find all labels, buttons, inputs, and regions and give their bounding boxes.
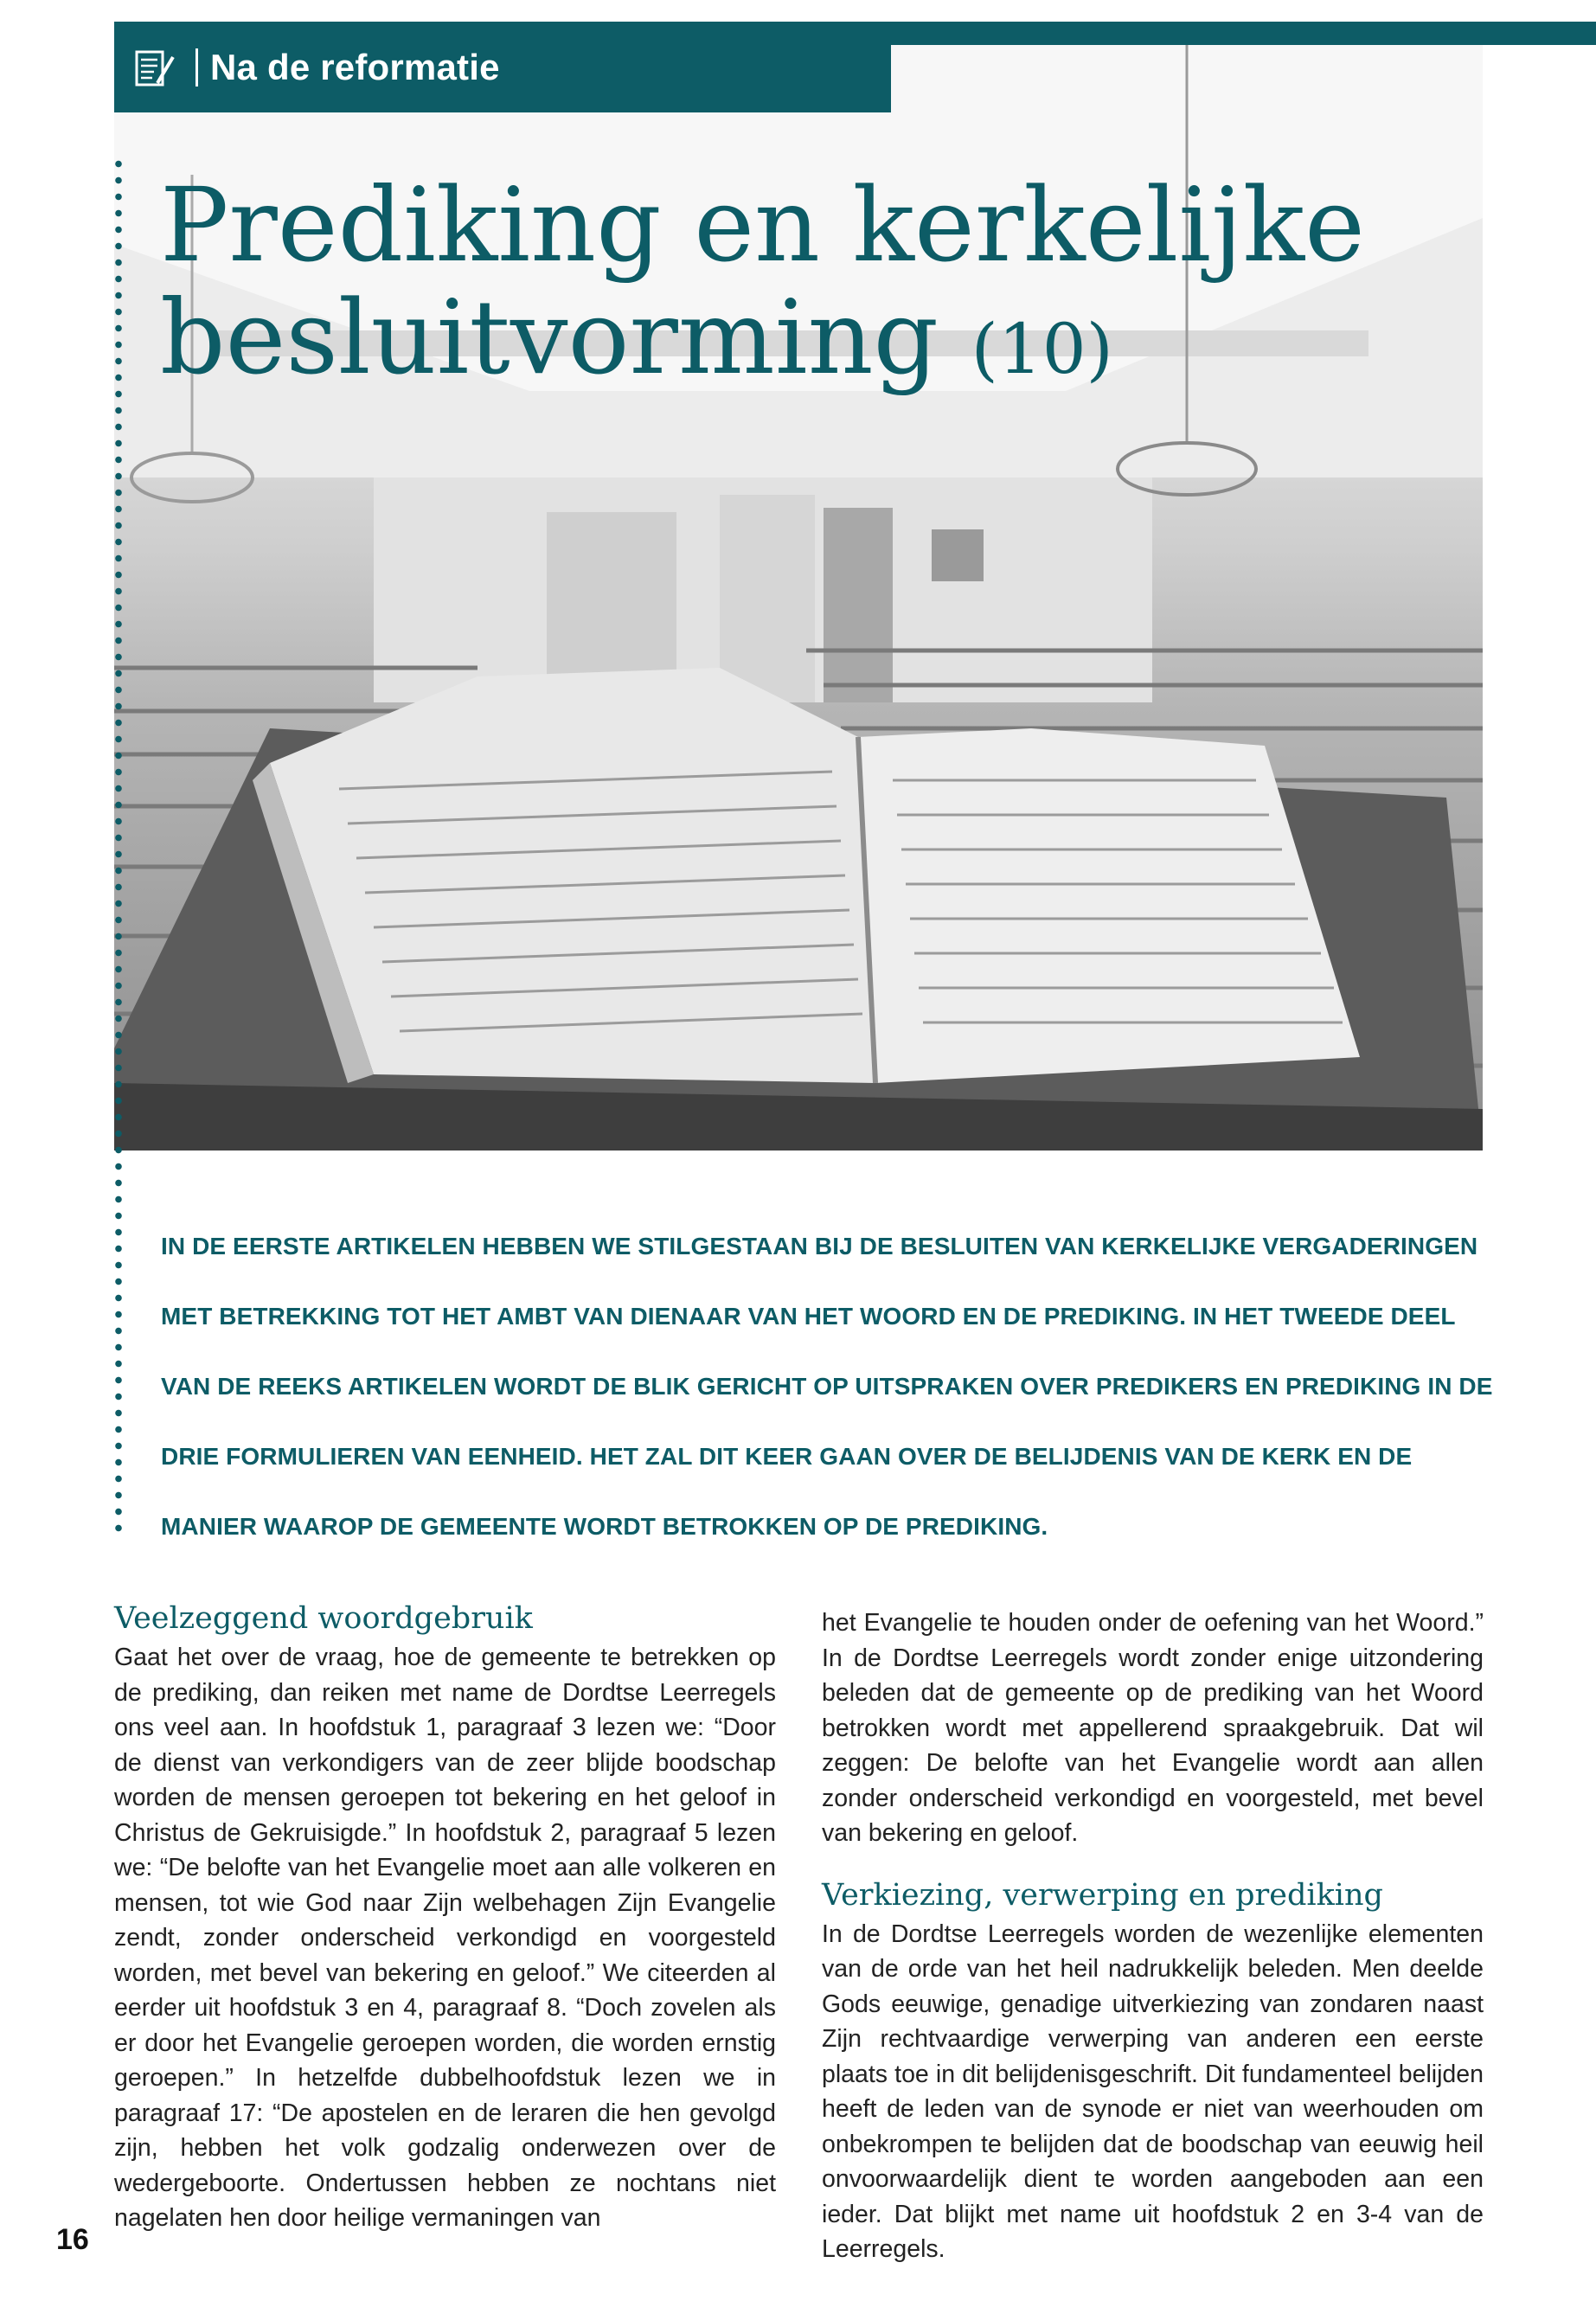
dotted-margin-rule (114, 156, 123, 1540)
page-number: 16 (56, 2223, 89, 2256)
title-line-2: besluitvorming (160, 278, 939, 397)
article-lead: IN DE EERSTE ARTIKELEN HEBBEN WE STILGESTAAN BIJ DE BESLUITEN VAN KERKELIJKE VERGADERINGEN MET BETREKKING TOT HET AMBT VAN DIENAAR VAN HET WOORD EN DE PREDIKING. IN HET TWEEDE DEEL VAN DE REEKS ARTIKELEN WORDT DE BLIK GERICHT OP UITSPRAKEN OVER PREDIKERS EN PREDIKING IN DE DRIE FORMULIEREN VAN EENHEID. HET ZAL DIT KEER GAAN OVER DE BELIJDENIS VAN DE KERK EN DE MANIER WAAROP DE GEMEENTE WORDT BETROKKEN OP DE PREDIKING. (161, 1233, 1493, 1540)
column-right (822, 1606, 1484, 2267)
section-banner (114, 22, 891, 112)
title-line-1: Prediking en kerkelijke (160, 165, 1366, 285)
title-series-number: (10) (971, 309, 1113, 389)
section-label: Na de reformatie (210, 46, 500, 87)
column-continuation: het Evangelie te houden onder de oefening van het Woord.” In de Dordtse Leerregels wordt zonder enige uitzondering beleden dat de gemeente op de prediking van het Woord betrokken wordt met appellerend spraakgebruik. Dat wil zeggen: De belofte van het Evangelie wordt aan allen zonder onderscheid verkondigd en voorgesteld, met bevel van bekering en geloof. (822, 1609, 1484, 1847)
section-body-verkiezing: In de Dordtse Leerregels worden de wezenlijke elementen van de orde van het heil nadrukkelijk beleden. Men deelde Gods eeuwige, genadige uitverkiezing van zondaren naast Zijn rechtvaardige verwerping van anderen een eerste plaats toe in dit belijdenisgeschrift. Dit fundamenteel belijden heeft de leden van de synode er niet van weerhouden om onbekrompen te belijden dat de boodschap van eeuwig heil onvoorwaardelijk dient te worden aangeboden aan een ieder. Dat blijkt met name uit hoofdstuk 2 en 3-4 van de Leerregels. (822, 1920, 1484, 2263)
section-heading-verkiezing: Verkiezing, verwerping en prediking (822, 1877, 1383, 1913)
column-left (114, 1599, 776, 2236)
banner-separator (195, 48, 198, 87)
article-title (160, 165, 1371, 406)
section-heading-veelzeggend: Veelzeggend woordgebruik (114, 1601, 533, 1636)
section-body-veelzeggend: Gaat het over de vraag, hoe de gemeente te betrekken op de prediking, dan reiken met name de Dordtse Leerregels ons veel aan. In hoofdstuk 1, paragraaf 3 lezen we: “Door de dienst van verkondigers van de zeer blijde boodschap worden de mensen geroepen tot bekering en het geloof in Christus de Gekruisigde.” In hoofdstuk 2, paragraaf 5 lezen we: “De belofte van het Evangelie moet aan alle volkeren en mensen, tot wie God naar Zijn welbehagen Zijn Evangelie zendt, zonder onderscheid verkondigd en voorgesteld worden, met bevel van bekering en geloof.” We citeerden al eerder uit hoofdstuk 3 en 4, paragraaf 8. “Doch zovelen als er door het Evangelie geroepen worden, die worden ernstig geroepen.” In hetzelfde dubbelhoofdstuk lezen we in paragraaf 17: “De apostelen en de leraren die hen gevolgd zijn, hebben het volk godzalig onderwezen over de wedergeboorte. Ondertussen hebben ze nochtans niet nagelaten hen door heilige vermaningen van (114, 1644, 776, 2232)
document-pen-icon (131, 45, 176, 90)
top-accent-bar (891, 22, 1596, 45)
